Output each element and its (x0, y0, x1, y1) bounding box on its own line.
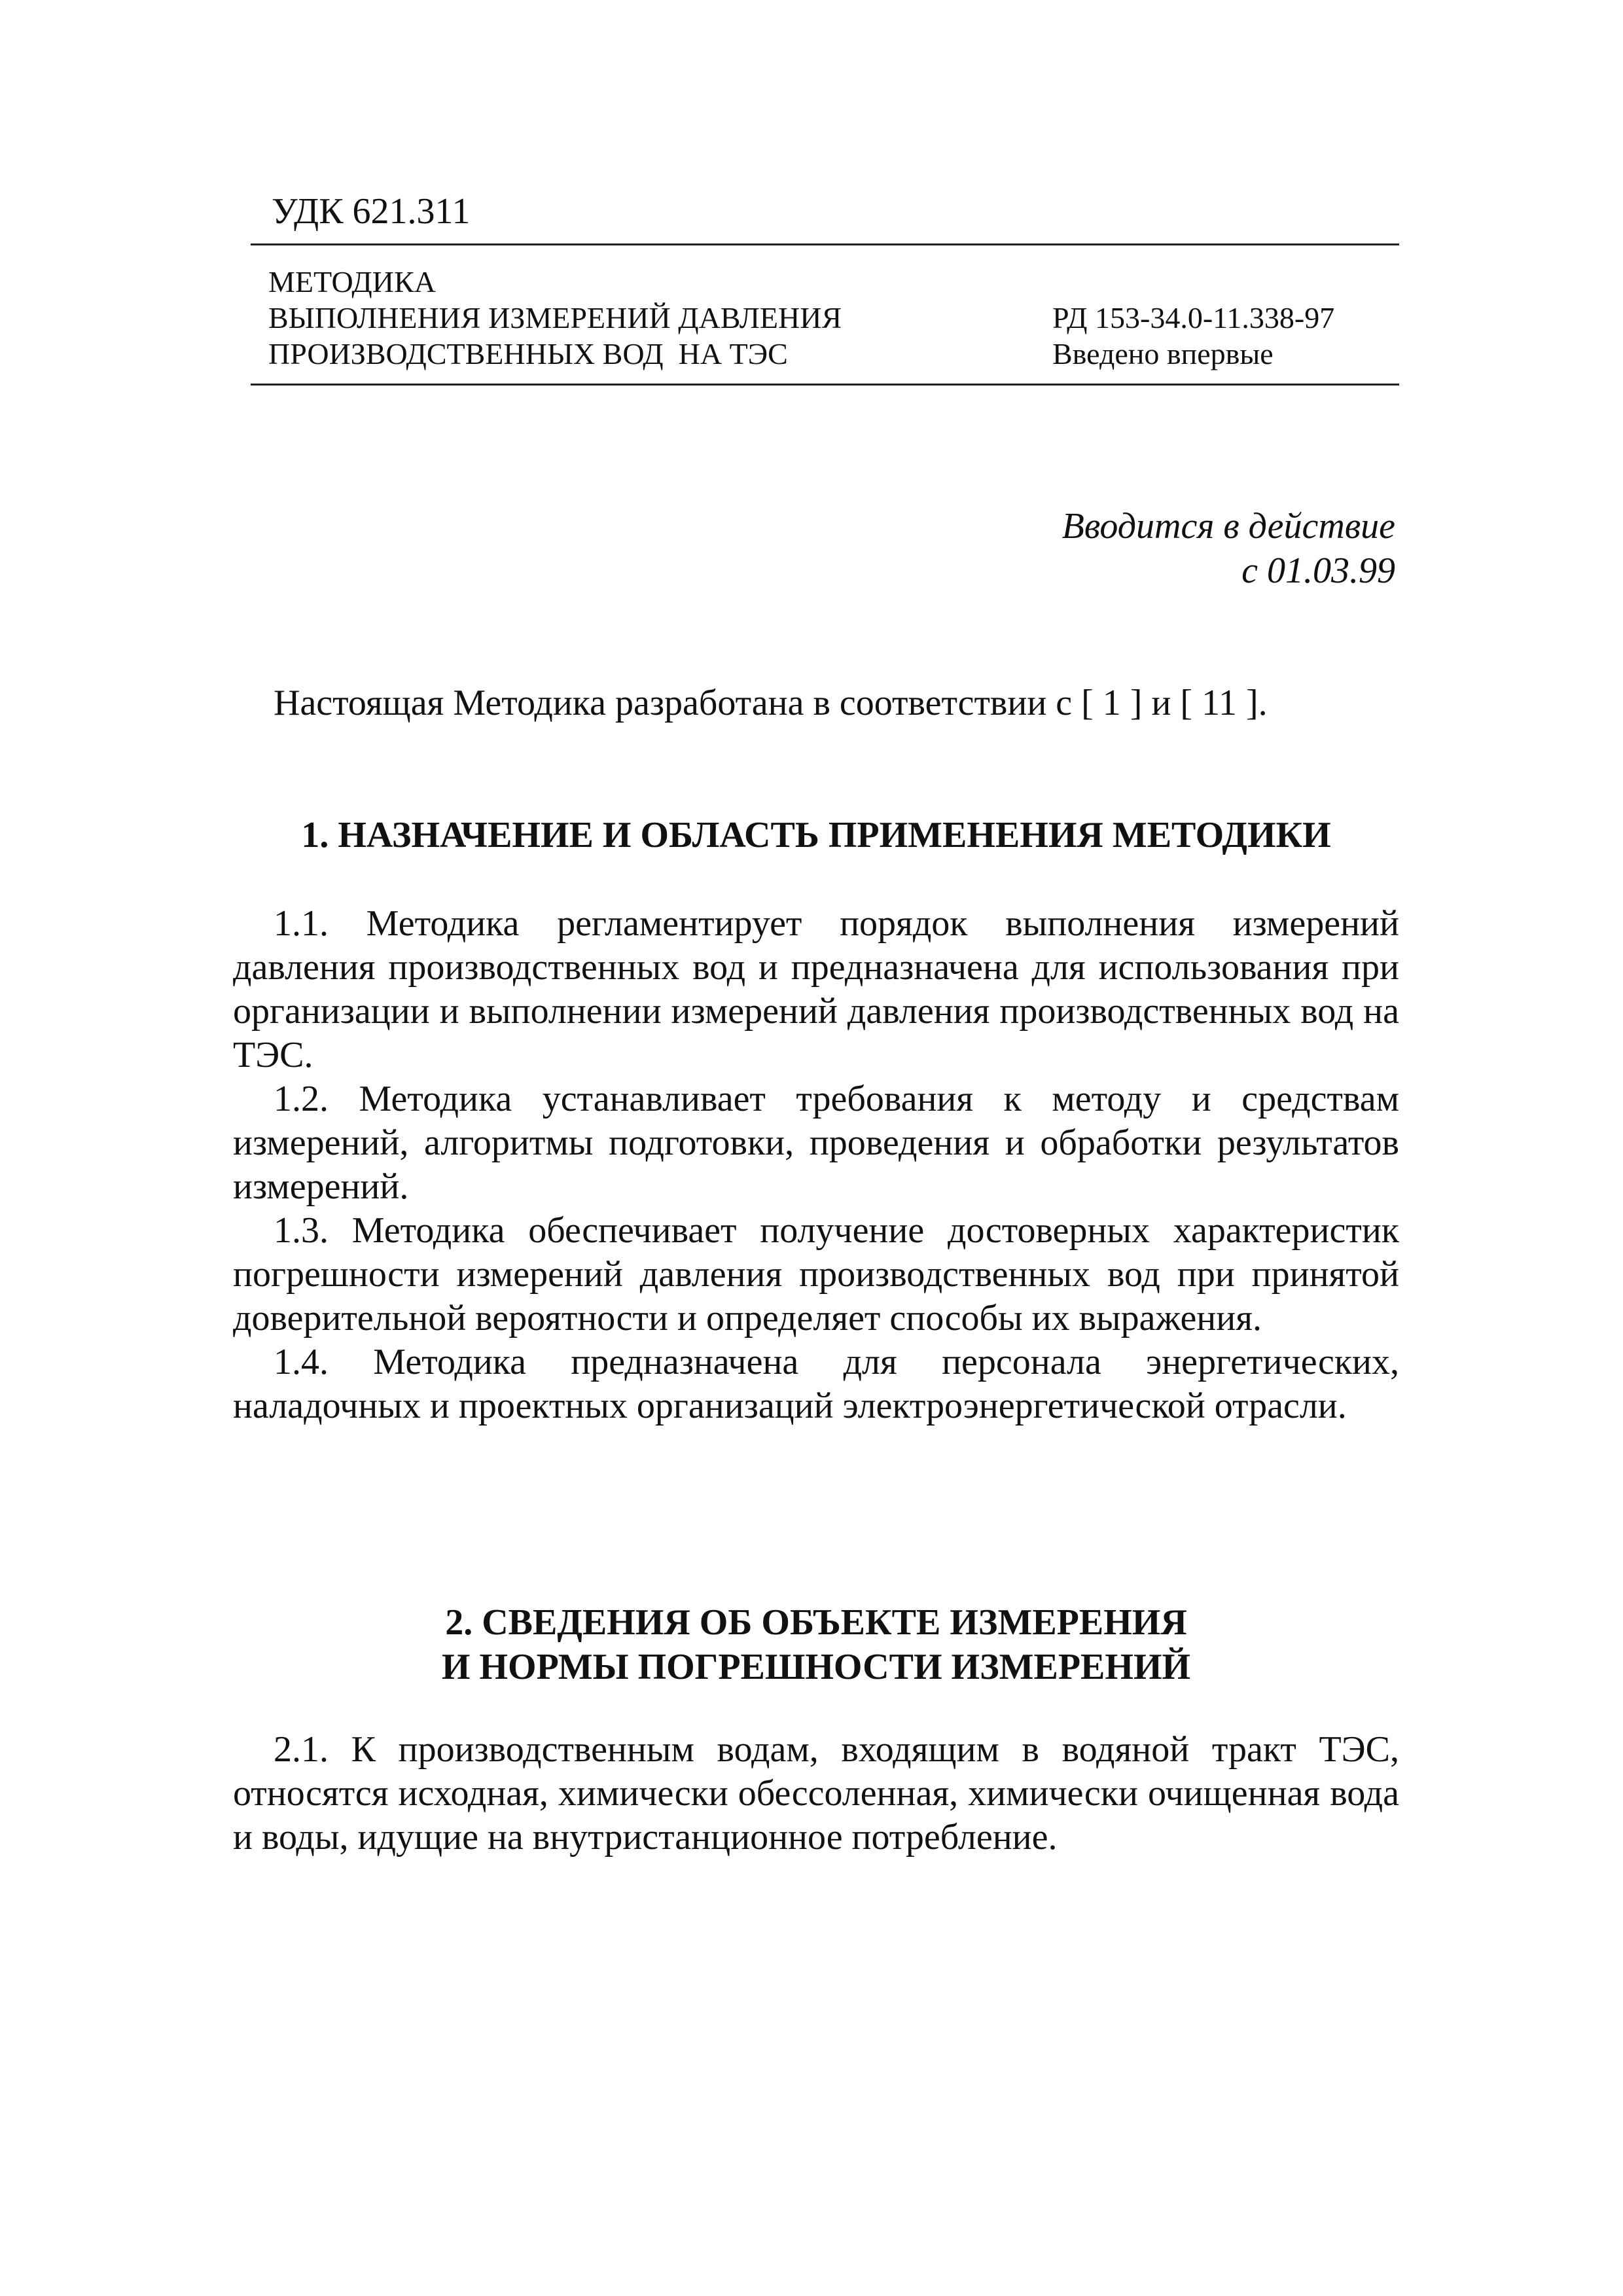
intro-text: Настоящая Методика разработана в соответствии с [ 1 ] и [ 11 ]. (274, 683, 1268, 723)
effective-label: Вводится в действие (1061, 506, 1395, 547)
document-meta (1052, 300, 1334, 372)
section-2-heading-line: И НОРМЫ ПОГРЕШНОСТИ ИЗМЕРЕНИЙ (441, 1647, 1191, 1687)
document-title-line: ПРОИЗВОДСТВЕННЫХ ВОД НА ТЭС (268, 337, 788, 370)
document-code: РД 153-34.0-11.338-97 (1052, 301, 1335, 334)
udk-code: УДК 621.311 (272, 191, 471, 232)
paragraph-1-3: 1.3. Методика обеспечивает получение достоверных характеристик погрешности измерений давления производственных вод при принятой доверительной вероятности и определяет способы их выражения. (233, 1210, 1399, 1338)
header-top-rule (251, 243, 1399, 245)
paragraph-1-4: 1.4. Методика предназначена для персонала энергетических, наладочных и проектных организаций электроэнергетической отрасли. (233, 1342, 1399, 1426)
document-title-line: МЕТОДИКА (268, 265, 436, 298)
section-2-heading (233, 1600, 1399, 1689)
effective-date: с 01.03.99 (1241, 550, 1395, 591)
document-title (268, 264, 842, 372)
section-1-heading: 1. НАЗНАЧЕНИЕ И ОБЛАСТЬ ПРИМЕНЕНИЯ МЕТОДИКИ (301, 815, 1331, 855)
paragraph-1-2: 1.2. Методика устанавливает требования к методу и средствам измерений, алгоритмы подготовки, проведения и обработки результатов измерений. (233, 1079, 1399, 1207)
paragraph-2-1: 2.1. К производственным водам, входящим в водяной тракт ТЭС, относятся исходная, химически обессоленная, химически очищенная вода и воды, идущие на внутристанционное потребление. (233, 1729, 1399, 1857)
section-2-body (233, 1728, 1399, 1859)
document-title-line: ВЫПОЛНЕНИЯ ИЗМЕРЕНИЙ ДАВЛЕНИЯ (268, 301, 842, 334)
paragraph-1-1: 1.1. Методика регламентирует порядок выполнения измерений давления производственных вод и предназначена для использования при организации и выполнении измерений давления производственных вод на ТЭС. (233, 903, 1399, 1075)
section-1-body (233, 902, 1399, 1428)
document-status: Введено впервые (1052, 337, 1274, 370)
effective-date-block (1062, 504, 1395, 593)
section-2-heading-line: 2. СВЕДЕНИЯ ОБ ОБЪЕКТЕ ИЗМЕРЕНИЯ (445, 1602, 1187, 1643)
header-bottom-rule (251, 384, 1399, 386)
